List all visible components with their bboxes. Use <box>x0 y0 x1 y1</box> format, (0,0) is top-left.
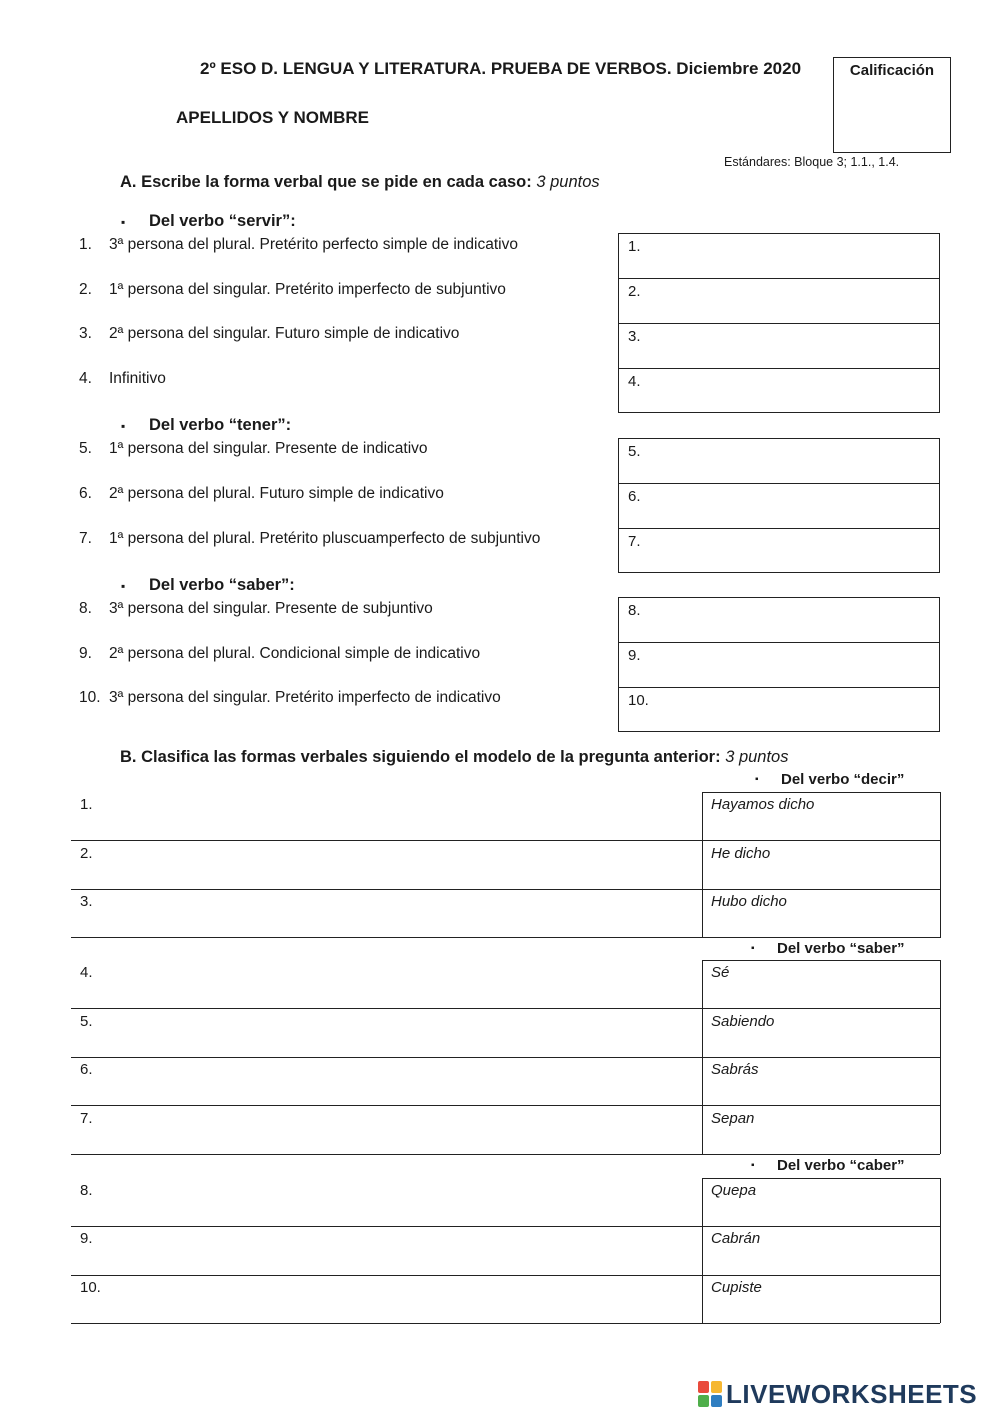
logo-square <box>711 1381 722 1393</box>
answer-box-1[interactable] <box>618 233 940 279</box>
logo-square <box>711 1395 722 1407</box>
question-text: 1ª persona del singular. Pretérito imperfecto de subjuntivo <box>109 281 506 298</box>
question-number: 2. <box>79 281 92 298</box>
question-text: 3ª persona del plural. Pretérito perfecto simple de indicativo <box>109 236 518 253</box>
question-number: 7. <box>79 530 92 547</box>
column-divider <box>940 792 941 938</box>
verb-form: Hayamos dicho <box>711 796 815 813</box>
table-rule <box>702 1178 940 1179</box>
answer-box-7[interactable] <box>618 528 940 573</box>
question-text: 1ª persona del singular. Presente de indicativo <box>109 440 428 457</box>
answer-box-label: 10. <box>628 692 649 709</box>
question-number: 5. <box>79 440 92 457</box>
row-number: 6. <box>80 1061 93 1078</box>
section-b-heading <box>120 748 789 767</box>
classification-input-10[interactable] <box>110 1276 695 1320</box>
question-number: 6. <box>79 485 92 502</box>
name-label: APELLIDOS Y NOMBRE <box>176 108 370 127</box>
answer-box-label: 1. <box>628 238 641 255</box>
section-a-heading <box>120 173 600 192</box>
row-number: 1. <box>80 796 93 813</box>
classification-input-4[interactable] <box>110 961 695 1005</box>
column-divider <box>702 792 703 938</box>
column-divider <box>702 1178 703 1323</box>
liveworksheets-logo <box>698 1377 977 1411</box>
row-number: 10. <box>80 1279 101 1296</box>
verb-form: Sé <box>711 964 730 981</box>
question-text: 3ª persona del singular. Pretérito imperfecto de indicativo <box>109 689 501 706</box>
row-number: 9. <box>80 1230 93 1247</box>
question-number: 3. <box>79 325 92 342</box>
group-caber-label: ▪ Del verbo “caber” <box>777 1157 905 1174</box>
column-divider <box>940 960 941 1154</box>
grade-label: Calificación <box>849 62 935 79</box>
question-number: 9. <box>79 645 92 662</box>
verb-form: Sepan <box>711 1110 755 1127</box>
answer-box-label: 3. <box>628 328 641 345</box>
question-number: 4. <box>79 370 92 387</box>
table-rule <box>71 1154 940 1155</box>
verb-form: Quepa <box>711 1182 757 1199</box>
table-rule <box>71 1105 940 1106</box>
question-text: Infinitivo <box>109 370 166 387</box>
verb-form: Sabrás <box>711 1061 759 1078</box>
logo-mark-icon <box>698 1381 722 1407</box>
answer-box-2[interactable] <box>618 278 940 324</box>
verb-form: Cupiste <box>711 1279 762 1296</box>
classification-input-9[interactable] <box>110 1227 695 1271</box>
verb-form: Sabiendo <box>711 1013 775 1030</box>
answer-box-6[interactable] <box>618 483 940 529</box>
section-b-title: B. Clasifica las formas verbales siguiendo el modelo de la pregunta anterior: <box>120 748 721 766</box>
logo-text: LIVEWORKSHEETS <box>726 1378 978 1409</box>
answer-box-label: 7. <box>628 533 641 550</box>
grade-box <box>833 57 951 153</box>
group-tener-label: ▪ Del verbo “tener”: <box>149 416 291 435</box>
answer-box-5[interactable] <box>618 438 940 484</box>
section-a-title: A. Escribe la forma verbal que se pide en cada caso: <box>120 173 532 191</box>
answer-box-label: 9. <box>628 647 641 664</box>
section-a-points: 3 puntos <box>536 173 600 191</box>
question-number: 1. <box>79 236 92 253</box>
table-rule <box>71 1323 940 1324</box>
question-text: 2ª persona del plural. Futuro simple de indicativo <box>109 485 444 502</box>
table-rule <box>71 937 940 938</box>
verb-form: Cabrán <box>711 1230 761 1247</box>
classification-input-3[interactable] <box>110 890 695 934</box>
classification-input-8[interactable] <box>110 1179 695 1223</box>
verb-form: Hubo dicho <box>711 893 787 910</box>
answer-box-label: 8. <box>628 602 641 619</box>
row-number: 7. <box>80 1110 93 1127</box>
row-number: 5. <box>80 1013 93 1030</box>
row-number: 2. <box>80 845 93 862</box>
group-saber-b-label: ▪ Del verbo “saber” <box>777 940 905 957</box>
group-saber-label: ▪ Del verbo “saber”: <box>149 576 295 595</box>
question-number: 10. <box>79 689 101 706</box>
row-number: 4. <box>80 964 93 981</box>
classification-input-2[interactable] <box>110 842 695 886</box>
question-number: 8. <box>79 600 92 617</box>
column-divider <box>940 1178 941 1323</box>
classification-input-5[interactable] <box>110 1010 695 1054</box>
verb-form: He dicho <box>711 845 771 862</box>
logo-square <box>698 1395 709 1407</box>
group-decir-label: ▪ Del verbo “decir” <box>781 771 904 788</box>
classification-input-1[interactable] <box>110 793 695 837</box>
page-title: 2º ESO D. LENGUA Y LITERATURA. PRUEBA DE VERBOS. Diciembre 2020 <box>200 59 802 78</box>
table-rule <box>702 960 940 961</box>
section-b-points: 3 puntos <box>725 748 789 766</box>
answer-box-8[interactable] <box>618 597 940 643</box>
answer-box-10[interactable] <box>618 687 940 732</box>
table-rule <box>71 840 940 841</box>
answer-box-label: 2. <box>628 283 641 300</box>
table-rule <box>71 1008 940 1009</box>
row-number: 8. <box>80 1182 93 1199</box>
question-text: 3ª persona del singular. Presente de subjuntivo <box>109 600 433 617</box>
question-text: 2ª persona del plural. Condicional simple de indicativo <box>109 645 481 662</box>
question-text: 1ª persona del plural. Pretérito pluscuamperfecto de subjuntivo <box>109 530 541 547</box>
answer-box-3[interactable] <box>618 323 940 369</box>
classification-input-6[interactable] <box>110 1058 695 1102</box>
standards-note: Estándares: Bloque 3; 1.1., 1.4. <box>724 155 900 169</box>
logo-square <box>698 1381 709 1393</box>
table-rule <box>702 792 940 793</box>
row-number: 3. <box>80 893 93 910</box>
classification-input-7[interactable] <box>110 1107 695 1151</box>
answer-box-label: 5. <box>628 443 641 460</box>
answer-box-label: 4. <box>628 373 641 390</box>
group-servir-label: ▪ Del verbo “servir”: <box>149 212 296 231</box>
answer-box-9[interactable] <box>618 642 940 688</box>
answer-box-4[interactable] <box>618 368 940 413</box>
question-text: 2ª persona del singular. Futuro simple de indicativo <box>109 325 460 342</box>
answer-box-label: 6. <box>628 488 641 505</box>
